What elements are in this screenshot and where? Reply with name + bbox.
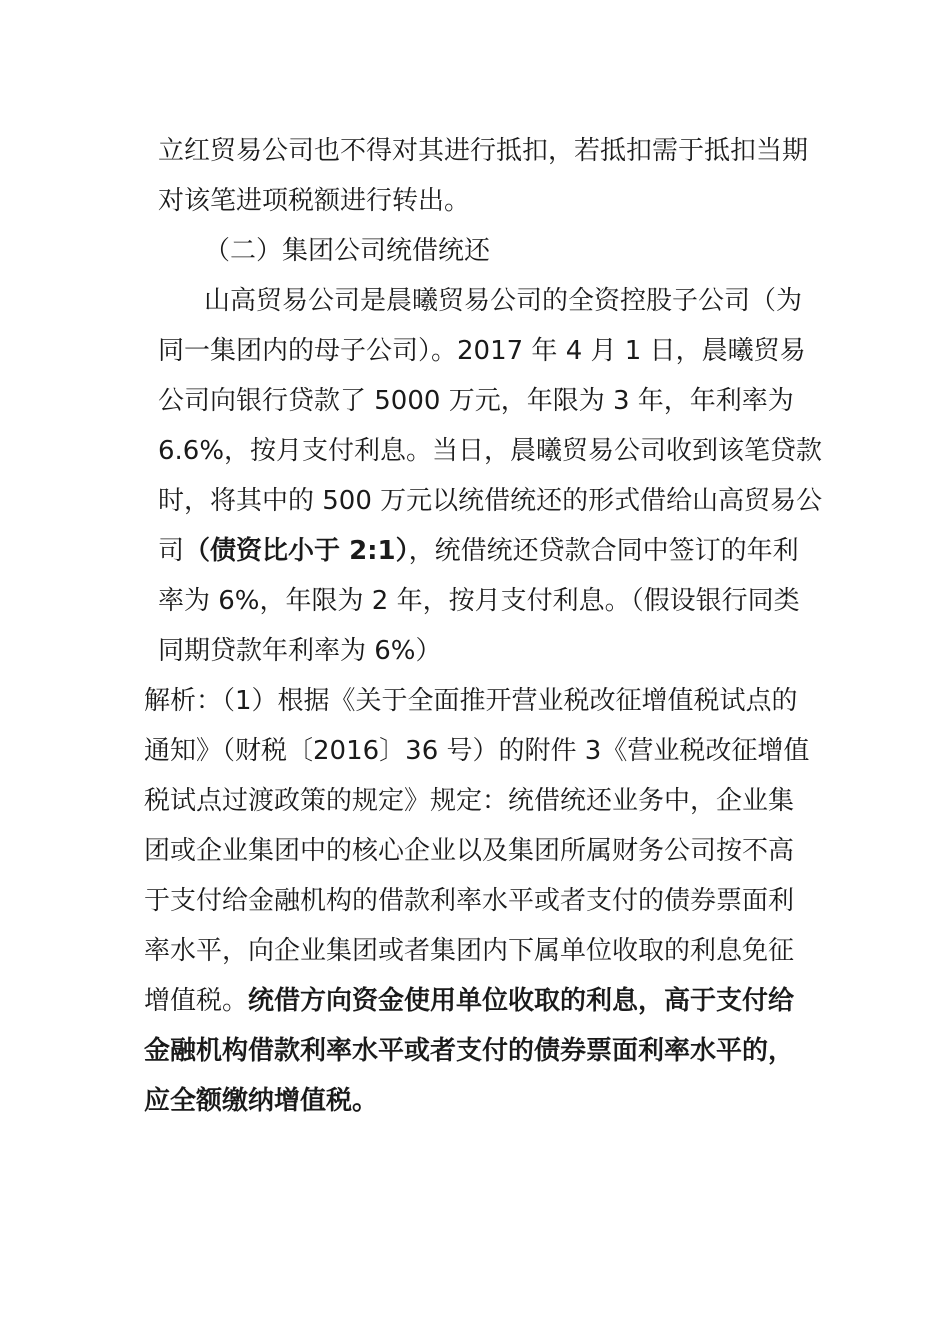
analysis-line: 通知》（财税〔2016〕36 号）的附件 3《营业税改征增值 <box>144 736 810 766</box>
paragraph-line: 立红贸易公司也不得对其进行抵扣，若抵扣需于抵扣当期 <box>158 136 809 166</box>
analysis-emphasis-line: 金融机构借款利率水平或者支付的债券票面利率水平的， <box>144 1036 795 1066</box>
case-line: 山高贸易公司是晨曦贸易公司的全资控股子公司（为 <box>204 286 803 316</box>
analysis-line: 税试点过渡政策的规定》规定：统借统还业务中，企业集 <box>144 786 795 816</box>
case-line: 时，将其中的 500 万元以统借统还的形式借给山高贸易公 <box>158 486 823 516</box>
analysis-line <box>144 984 794 1018</box>
paragraph-line: 对该笔进项税额进行转出。 <box>158 186 471 216</box>
case-line: 率为 6%，年限为 2 年，按月支付利息。（假设银行同类 <box>158 586 800 616</box>
analysis-line: 于支付给金融机构的借款利率水平或者支付的债券票面利 <box>144 886 795 916</box>
analysis-line: 团或企业集团中的核心企业以及集团所属财务公司按不高 <box>144 836 795 866</box>
analysis-line: 率水平，向企业集团或者集团内下属单位收取的利息免征 <box>144 936 795 966</box>
analysis-line <box>144 684 798 718</box>
case-text: 司 <box>158 536 185 566</box>
case-line: 同一集团内的母子公司）。2017 年 4 月 1 日，晨曦贸易 <box>158 336 806 366</box>
analysis-text: 增值税。 <box>144 986 249 1016</box>
case-line <box>158 534 799 568</box>
case-line: 公司向银行贷款了 5000 万元，年限为 3 年，年利率为 <box>158 386 794 416</box>
analysis-emphasis: 统借方向资金使用单位收取的利息，高于支付给 <box>248 986 795 1016</box>
section-heading: （二）集团公司统借统还 <box>204 236 491 266</box>
analysis-emphasis-line: 应全额缴纳增值税。 <box>144 1086 379 1116</box>
debt-ratio-note: （债资比小于 2:1） <box>184 536 409 566</box>
case-text: ，统借统还贷款合同中签订的年利 <box>408 536 799 566</box>
analysis-text: （1）根据《关于全面推开营业税改征增值税试点的 <box>222 686 798 716</box>
case-line: 6.6%，按月支付利息。当日，晨曦贸易公司收到该笔贷款 <box>158 436 823 466</box>
analysis-label: 解析： <box>144 686 223 716</box>
case-line: 同期贷款年利率为 6%） <box>158 636 442 666</box>
